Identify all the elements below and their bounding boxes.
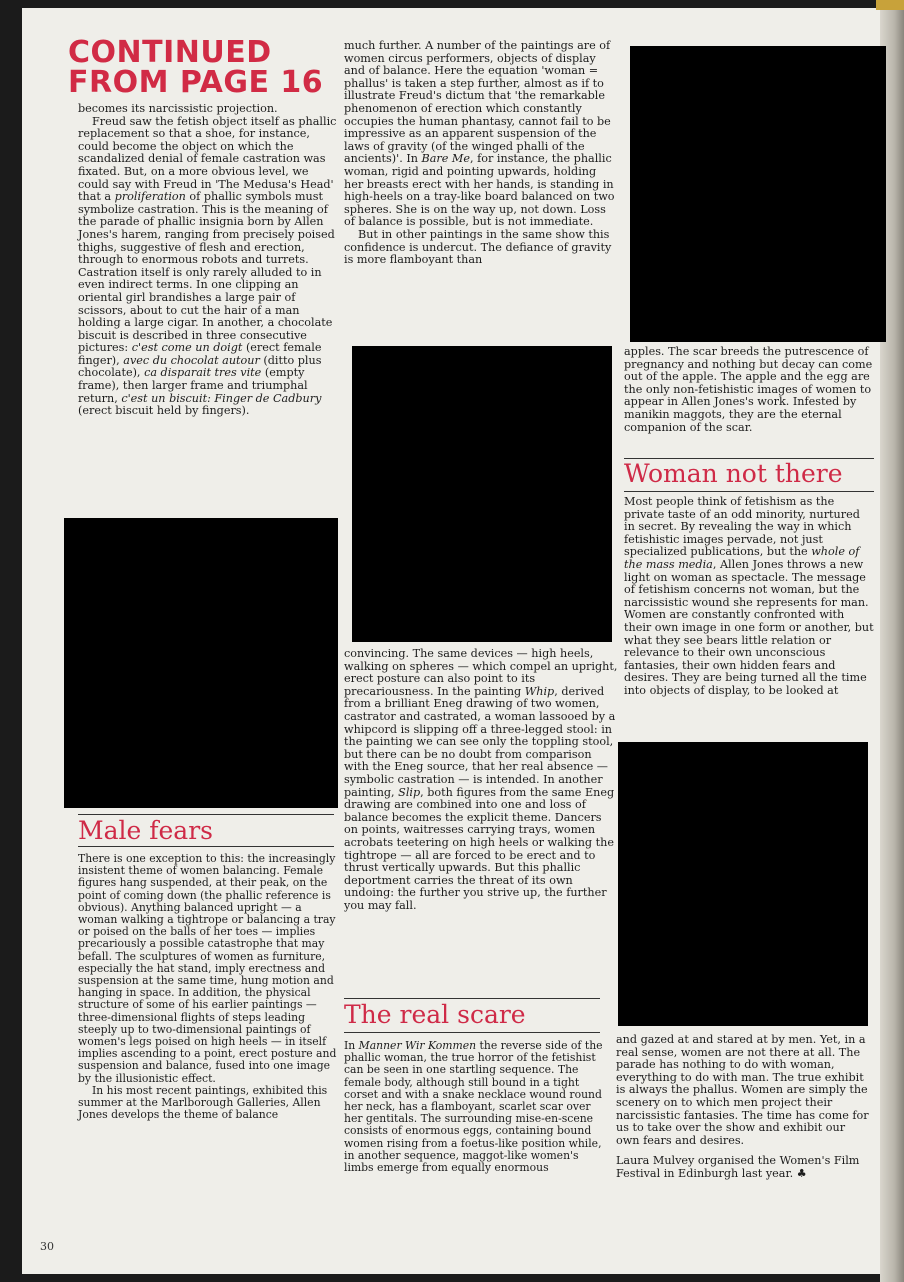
- column-2-bottom: [344, 1040, 608, 1174]
- column-2-top: [344, 40, 616, 267]
- redacted-image-1: [64, 518, 338, 808]
- headline-line-2: FROM PAGE 16: [68, 65, 324, 100]
- paragraph: apples. The scar breeds the putrescence of pregnancy and nothing but decay can come out of the apple. The apple and the egg are the only non-fetishistic images of women to appear in Allen Jones's work. Infested by manikin maggots, they are the eternal companion of the scar.: [624, 345, 873, 434]
- paragraph: In Manner Wir Kommen the reverse side of the phallic woman, the true horror of the fetishist can be seen in one startling sequence. The female body, although still bound in a tight corset and with a snake necklace wound round her neck, has a flamboyant, scarlet scar over her gentitals. The surrounding mise-en-scene consists of enormous eggs, containing bound women rising from a foetus-like position while, in another sequence, maggot-like women's limbs emerge from equally enormous: [344, 1039, 603, 1175]
- redacted-image-3: [630, 46, 886, 342]
- redacted-image-2: [352, 346, 612, 642]
- paragraph: But in other paintings in the same show this confidence is undercut. The defiance of gravity is more flamboyant than: [344, 227, 612, 267]
- column-3-bottom: [616, 1034, 872, 1181]
- section-heading-real-scare: The real scare: [344, 1000, 526, 1029]
- redacted-image-4: [618, 742, 868, 1026]
- page-number: 30: [40, 1240, 54, 1253]
- corner-mark: [876, 0, 904, 10]
- paragraph: and gazed at and stared at by men. Yet, in a real sense, women are not there at all. The parade has nothing to do with woman, everything to do with man. The true exhibit is always the phallus. Women are simply the scenery on to which men project their narcissistic fantasies. The time has come for us to take over the show and exhibit our own fears and desires.: [616, 1033, 869, 1147]
- column-2-middle: [344, 648, 618, 912]
- section-heading-male-fears: Male fears: [78, 816, 213, 845]
- column-1-top: [78, 103, 340, 418]
- paragraph: Freud saw the fetish object itself as phallic replacement so that a shoe, for instance, could become the object on which the scandalized denial of female castration was fixated. But, on a more obvious level, we could say with Freud in 'The Medusa's Head' that a proliferation of phallic symbols must symbolize castration. This is the meaning of the parade of phallic insignia born by Allen Jones's harem, ranging from precisely poised thighs, suggestive of flesh and erection, through to enormous robots and turrets. Castration itself is only rarely alluded to in even indirect terms. In one clipping an oriental girl brandishes a large pair of scissors, about to cut the hair of a man holding a large cigar. In another, a chocolate biscuit is described in three consecutive pictures: c'est come un doigt (erect female finger), avec du chocolat autour (ditto plus chocolate), ca disparait tres vite (empty frame), then larger frame and triumphal return, c'est un biscuit: Finger de Cadbury (erect biscuit held by fingers).: [78, 114, 337, 418]
- paragraph: There is one exception to this: the increasingly insistent theme of women balancing. Female figures hang suspended, at their peak, on the point of coming down (the phallic reference is obvious). Anything balanced upright — a woman walking a tightrope or balancing a tray or poised on the balls of her toes — implies precariously a possible catastrophe that may befall. The sculptures of women as furniture, especially the hat stand, imply erectness and suspension at the same time, hung motion and hanging in space. In addition, the physical structure of some of his earlier paintings — three-dimensional flights of steps leading steeply up to two-dimensional paintings of women's legs poised on high heels — in itself implies ascending to a point, erect posture and suspension and balance, fused into one image by the illusionistic effect.: [78, 852, 337, 1085]
- section-heading-woman-not-there: Woman not there: [624, 459, 843, 488]
- paragraph: Most people think of fetishism as the private taste of an odd minority, nurtured in secret. By revealing the way in which fetishistic images pervade, not just specialized publications, but the whole of the mass media, Allen Jones throws a new light on woman as spectacle. The message of fetishism concerns not woman, but the narcissistic wound she represents for man. Women are constantly confronted with their own image in one form or another, but what they see bears little relation or relevance to their own unconscious fantasies, their own hidden fears and desires. They are being turned all the time into objects of display, to be looked at: [624, 495, 874, 697]
- column-3-top: [624, 346, 874, 434]
- paragraph: convincing. The same devices — high heels, walking on spheres — which compel an upright, erect posture can also point to its precariousness. In the painting Whip, derived from a brilliant Eneg drawing of two women, castrator and castrated, a woman lassooed by a whipcord is slipping off a three-legged stool: in the painting we can see only the toppling stool, but there can be no doubt from comparison with the Eneg source, that her real absence — symbolic castration — is intended. In another painting, Slip, both figures from the same Eneg drawing are combined into one and loss of balance becomes the explicit theme. Dancers on points, waitresses carrying trays, women acrobats teetering on high heels or walking the tightrope — all are forced to be erect and to thrust vertically upwards. But this phallic deportment carries the threat of its own undoing: the further you strive up, the further you may fall.: [344, 647, 618, 912]
- column-3-middle: [624, 496, 874, 698]
- paragraph: becomes its narcissistic projection.: [78, 102, 278, 115]
- paragraph: much further. A number of the paintings are of women circus performers, objects of display and of balance. Here the equation 'woman = phallus' is taken a step further, almost as if to illustrate Freud's dictum that 'the remarkable phenomenon of erection which constantly occupies the human phantasy, cannot fail to be impressive as an apparent suspension of the laws of gravity (of the winged phalli of the ancients)'. In Bare Me, for instance, the phallic woman, rigid and pointing upwards, holding her breasts erect with her hands, is standing in high-heels on a tray-like board balanced on two spheres. She is on the way up, not down. Loss of balance is possible, but is not immediate.: [344, 39, 615, 229]
- column-1-bottom: [78, 853, 340, 1121]
- divider: [624, 491, 874, 492]
- divider: [344, 998, 600, 999]
- author-credit: Laura Mulvey organised the Women's Film Festival in Edinburgh last year. ♣: [616, 1154, 860, 1180]
- divider: [344, 1032, 600, 1033]
- continued-headline: [68, 35, 338, 100]
- divider: [78, 814, 334, 815]
- divider: [78, 846, 334, 847]
- headline-line-1: CONTINUED: [68, 35, 272, 70]
- paragraph: In his most recent paintings, exhibited this summer at the Marlborough Galleries, Allen Jones develops the theme of balance: [78, 1083, 328, 1122]
